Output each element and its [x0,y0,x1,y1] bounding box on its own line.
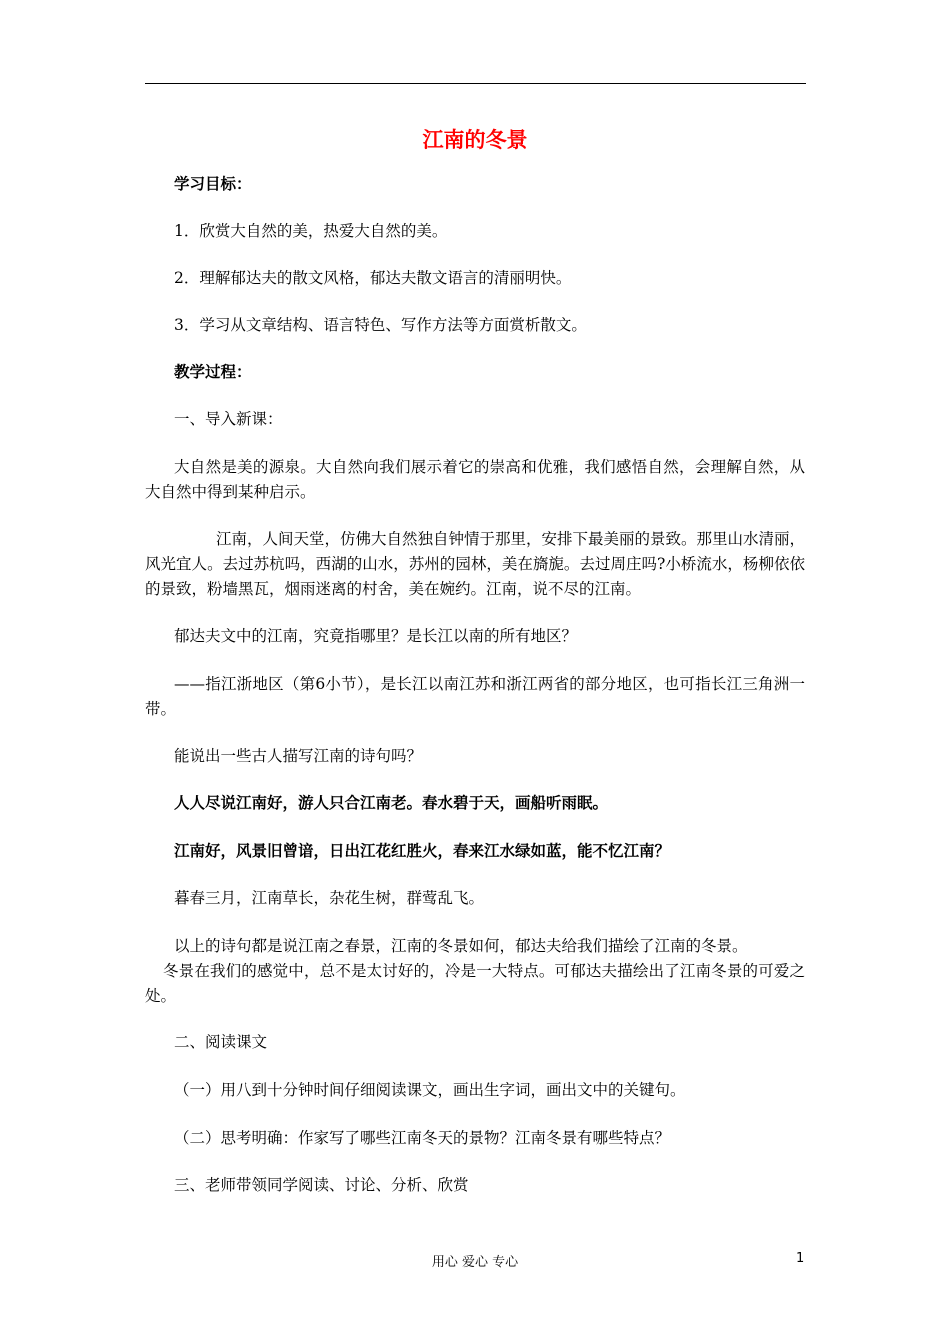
poem-line-2: 江南好，风景旧曾谙，日出江花红胜火，春来江水绿如蓝，能不忆江南？ [174,842,671,860]
page-number: 1 [796,1251,805,1266]
intro-paragraph: 大自然是美的源泉。大自然向我们展示着它的崇高和优雅，我们感悟自然，会理解自然，从大自然中得到某种启示。 [145,458,805,501]
page-title: 江南的冬景 [422,128,528,152]
objectives-heading: 学习目标： [174,175,252,193]
question-poems: 能说出一些古人描写江南的诗句吗？ [174,747,423,765]
reading-task-2: （二）思考明确：作家写了哪些江南冬天的景物？江南冬景有哪些特点？ [174,1129,671,1147]
objective-item-1: 1．欣赏大自然的美，热爱大自然的美。 [174,222,448,240]
objective-item-2: 2．理解郁达夫的散文风格，郁达夫散文语言的清丽明快。 [174,269,572,287]
winter-scene-paragraph: 冬景在我们的感觉中，总不是太讨好的，冷是一大特点。可郁达夫描绘出了江南冬景的可爱之处。 [145,962,805,1005]
header-rule [145,83,806,84]
poem-line-1: 人人尽说江南好，游人只合江南老。春水碧于天，画船听雨眠。 [174,794,609,812]
step-3-heading: 三、老师带领同学阅读、讨论、分析、欣赏 [174,1176,469,1194]
reading-task-1: （一）用八到十分钟时间仔细阅读课文，画出生字词，画出文中的关键句。 [174,1081,686,1099]
spring-scene-sentence: 以上的诗句都是说江南之春景，江南的冬景如何，郁达夫给我们描绘了江南的冬景。 [174,937,748,955]
intro-heading: 一、导入新课： [174,410,283,428]
answer-jiangnan: ——指江浙地区（第6小节），是长江以南江苏和浙江两省的部分地区，也可指长江三角洲一带。 [145,675,805,718]
reading-heading: 二、阅读课文 [174,1033,268,1051]
process-heading: 教学过程： [174,363,252,381]
poem-line-3: 暮春三月，江南草长，杂花生树，群莺乱飞。 [174,889,485,907]
question-jiangnan: 郁达夫文中的江南，究竟指哪里？是长江以南的所有地区？ [174,627,578,645]
jiangnan-paragraph: 江南，人间天堂，仿佛大自然独自钟情于那里，安排下最美丽的景致。那里山水清丽，风光宜人。去过苏杭吗，西湖的山水，苏州的园林，美在旖旎。去过周庄吗?小桥流水，杨柳依依的景致，粉墙黑瓦，烟雨迷离的村舍，美在婉约。江南，说不尽的江南。 [145,530,806,598]
objective-item-3: 3．学习从文章结构、语言特色、写作方法等方面赏析散文。 [174,316,587,334]
footer-text: 用心 爱心 专心 [431,1255,519,1270]
